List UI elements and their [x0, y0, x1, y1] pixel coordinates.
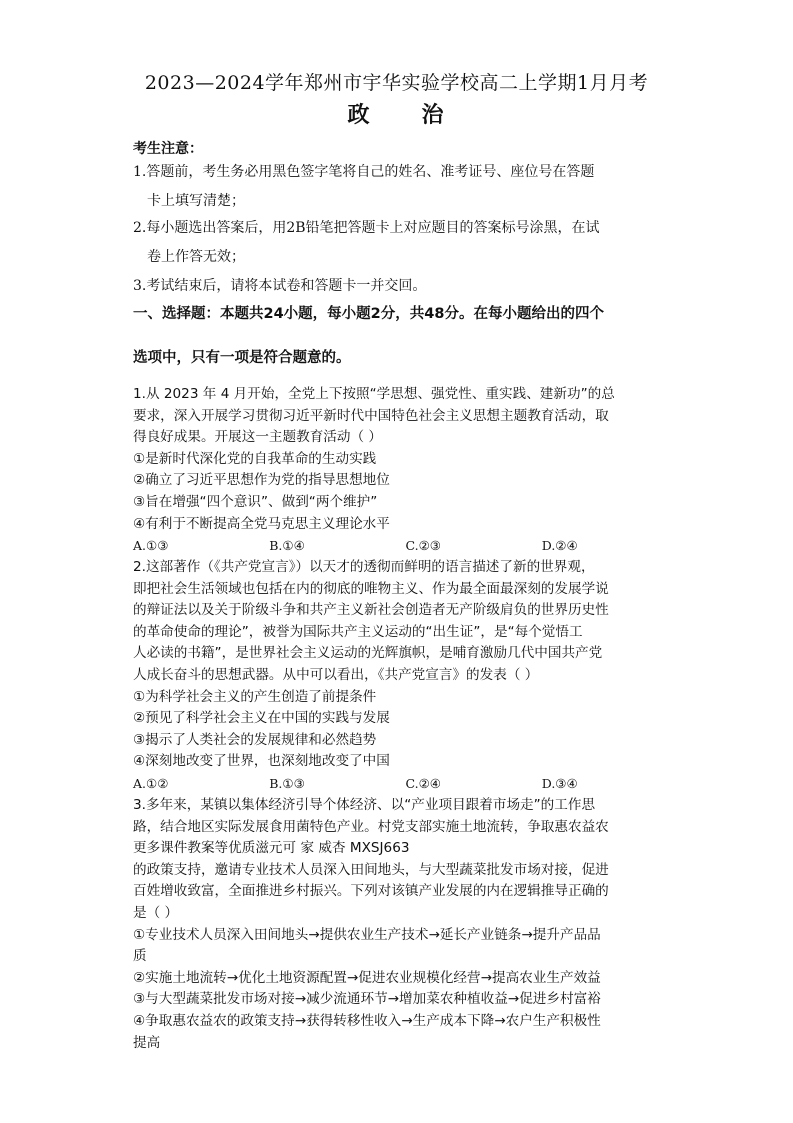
q1-statement-1: ①是新时代深化党的自我革命的生动实践: [133, 450, 377, 467]
q1-option-b[interactable]: B.①④: [269, 538, 305, 554]
q3-statement-4-line-2: 提高: [133, 1034, 161, 1051]
q1-statement-4: ④有利于不断提高全党马克思主义理论水平: [133, 515, 390, 532]
notice-item-2: [133, 214, 678, 272]
q3-statement-4-line-1: ④争取惠农益农的政策支持→获得转移性收入→生产成本下降→农户生产积极性: [133, 1012, 601, 1029]
q2-options: [133, 773, 678, 795]
q3-stem-line-4: 的政策支持，邀请专业技术人员深入田间地头，与大型蔬菜批发市场对接，促进: [133, 861, 609, 878]
subject-char-2: 治: [421, 103, 446, 128]
q3-stem-line-3: 更多课件教案等优质滋元可 家 威杏 MXSJ663: [133, 840, 410, 857]
notice-item-2-line-2: 卷上作答无效；: [147, 249, 245, 265]
q1-stem-line-3: 得良好成果。开展这一主题教育活动（ ）: [133, 429, 383, 446]
q3-statement-2: ②实施土地流转→优化土地资源配置→促进农业规模化经营→提高农业生产效益: [133, 969, 601, 986]
q1-option-d[interactable]: D.②④: [541, 538, 578, 554]
q1-option-c[interactable]: C.②③: [405, 538, 442, 554]
q2-statement-3: ③揭示了人类社会的发展规律和必然趋势: [133, 731, 377, 748]
q2-statement-2: ②预见了科学社会主义在中国的实践与发展: [133, 710, 390, 727]
q2-stem-line-3: 的辩证法以及关于阶级斗争和共产主义新社会创造者无产阶级肩负的世界历史性: [133, 602, 609, 619]
q3-stem-line-5: 百姓增收致富，全面推进乡村振兴。下列对该镇产业发展的内在逻辑推导正确的: [133, 883, 609, 900]
q1-stem-line-2: 要求，深入开展学习贯彻习近平新时代中国特色社会主义思想主题教育活动，取: [133, 407, 609, 424]
q2-statement-1: ①为科学社会主义的产生创造了前提条件: [133, 688, 377, 705]
q1-stem-line-1: 1.从 2023 年 4 月开始，全党上下按照“学思想、强党性、重实践、建新功”的总: [133, 386, 615, 402]
q2-stem-line-2: 即把社会生活领域也包括在内的彻底的唯物主义、作为最全面最深刻的发展学说: [133, 580, 609, 597]
notice-item-1: [133, 158, 678, 216]
question-2: [133, 557, 678, 795]
q3-stem-line-1: 3.多年来，某镇以集体经济引导个体经济、以“产业项目跟着市场走”的工作思: [133, 797, 596, 813]
q3-statement-1-line-1: ①专业技术人员深入田间地头→提供农业生产技术→延长产业链条→提升产品品: [133, 926, 601, 943]
q2-option-d[interactable]: D.③④: [541, 775, 578, 791]
q1-statement-2: ②确立了习近平思想作为党的指导思想地位: [133, 472, 390, 489]
q2-stem-line-4: 的革命使命的理论”，被誉为国际共产主义运动的“出生证”，是“每个觉悟工: [133, 623, 583, 640]
q2-stem-line-1: 2.这部著作（《共产党宣言》）以天才的透彻而鲜明的语言描述了新的世界观，: [133, 559, 595, 575]
q3-statement-1-line-2: 质: [133, 948, 147, 965]
q2-statement-4: ④深刻地改变了世界，也深刻地改变了中国: [133, 753, 390, 770]
q2-stem-line-5: 人必读的书籍”，是世界社会主义运动的光辉旗帜，是哺育激励几代中国共产党: [133, 645, 603, 662]
notice-item-2-line-1: 2.每小题选出答案后，用2B铅笔把答题卡上对应题目的答案标号涂黑，在试: [133, 220, 600, 236]
q2-option-c[interactable]: C.②④: [405, 775, 442, 791]
q2-option-a[interactable]: A.①②: [133, 775, 169, 791]
q1-statement-3: ③旨在增强“四个意识”、做到“两个维护”: [133, 493, 378, 510]
q2-stem-line-6: 人成长奋斗的思想武器。从中可以看出，《共产党宣言》的发表（ ）: [133, 666, 539, 683]
notice-item-3: 3.考试结束后，请将本试卷和答题卡一并交回。: [133, 278, 427, 294]
question-3: [133, 795, 678, 1054]
question-1: [133, 384, 678, 557]
notice-item-1-line-2: 卡上填写清楚；: [147, 193, 245, 209]
q3-stem-line-2: 路，结合地区实际发展食用菌特色产业。村党支部实施土地流转，争取惠农益农: [133, 818, 609, 835]
q1-options: [133, 535, 678, 557]
notice-item-1-line-1: 1.答题前，考生务必用黑色签字笔将自己的姓名、准考证号、座位号在答题: [133, 164, 595, 180]
section-heading-line-2: 选项中，只有一项是符合题意的。: [133, 350, 351, 366]
q3-stem-line-6: 是（ ）: [133, 904, 179, 921]
exam-title: 2023—2024学年郑州市宇华实验学校高二上学期1月月考: [144, 72, 649, 94]
q1-option-a[interactable]: A.①③: [133, 538, 169, 554]
q2-option-b[interactable]: B.①③: [269, 775, 305, 791]
notice-heading: 考生注意：: [133, 141, 203, 157]
subject-char-1: 政: [347, 103, 372, 128]
q3-statement-3: ③与大型蔬菜批发市场对接→减少流通环节→增加菜农种植收益→促进乡村富裕: [133, 991, 601, 1008]
section-heading-line-1: 一、选择题：本题共24小题，每小题2分，共48分。在每小题给出的四个: [133, 306, 604, 322]
subject-title: [0, 98, 793, 129]
